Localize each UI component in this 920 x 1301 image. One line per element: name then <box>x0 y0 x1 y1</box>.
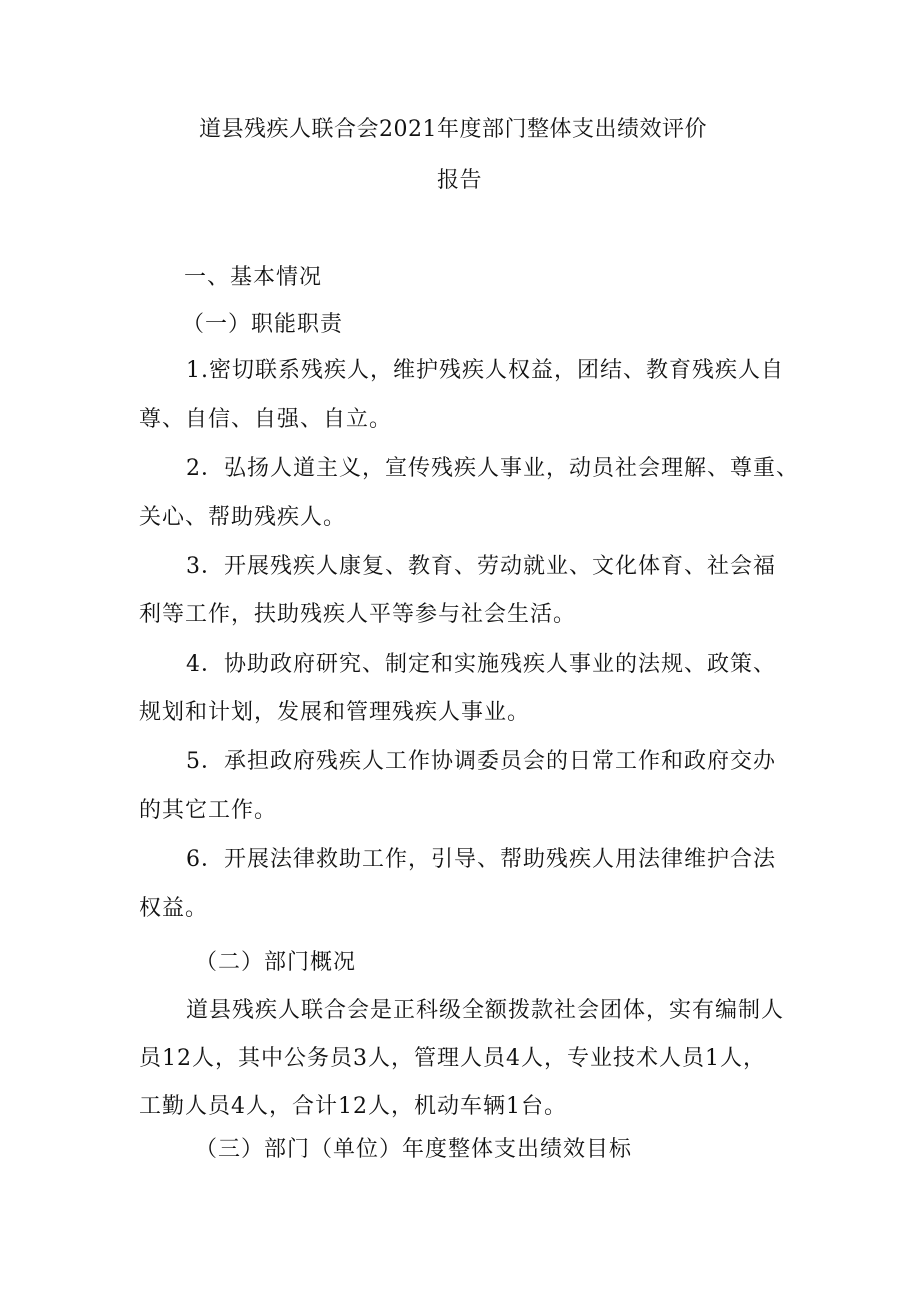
subsection-heading-performance-goals: （三）部门（单位）年度整体支出绩效目标 <box>195 1137 633 1162</box>
duty-6-line-1: 6．开展法律救助工作，引导、帮助残疾人用法律维护合法 <box>186 847 776 872</box>
duty-4-line-1: 4．协助政府研究、制定和实施残疾人事业的法规、政策、 <box>186 652 776 677</box>
section-heading-basic-info: 一、基本情况 <box>184 265 323 290</box>
overview-line-1: 道县残疾人联合会是正科级全额拨款社会团体，实有编制人 <box>186 998 785 1023</box>
duty-2-line-1: 2．弘扬人道主义，宣传残疾人事业，动员社会理解、尊重、 <box>186 456 799 481</box>
overview-line-2: 员12人，其中公务员3人，管理人员4人，专业技术人员1人， <box>139 1046 766 1071</box>
duty-6-line-2: 权益。 <box>139 896 209 921</box>
subsection-heading-overview: （二）部门概况 <box>195 950 357 975</box>
duty-2-line-2: 关心、帮助残疾人。 <box>139 505 347 530</box>
overview-line-3: 工勤人员4人，合计12人，机动车辆1台。 <box>139 1094 567 1119</box>
document-title-line-1: 道县残疾人联合会2021年度部门整体支出绩效评价 <box>199 117 707 142</box>
duty-4-line-2: 规划和计划，发展和管理残疾人事业。 <box>139 700 531 725</box>
document-title-line-2: 报告 <box>437 168 483 193</box>
subsection-heading-duties: （一）职能职责 <box>182 312 344 337</box>
duty-1-line-2: 尊、自信、自强、自立。 <box>139 407 393 432</box>
duty-3-line-2: 利等工作，扶助残疾人平等参与社会生活。 <box>139 602 577 627</box>
duty-3-line-1: 3．开展残疾人康复、教育、劳动就业、文化体育、社会福 <box>186 554 776 579</box>
duty-1-line-1: 1.密切联系残疾人，维护残疾人权益，团结、教育残疾人自 <box>186 358 784 383</box>
duty-5-line-2: 的其它工作。 <box>139 798 278 823</box>
duty-5-line-1: 5．承担政府残疾人工作协调委员会的日常工作和政府交办 <box>186 749 776 774</box>
